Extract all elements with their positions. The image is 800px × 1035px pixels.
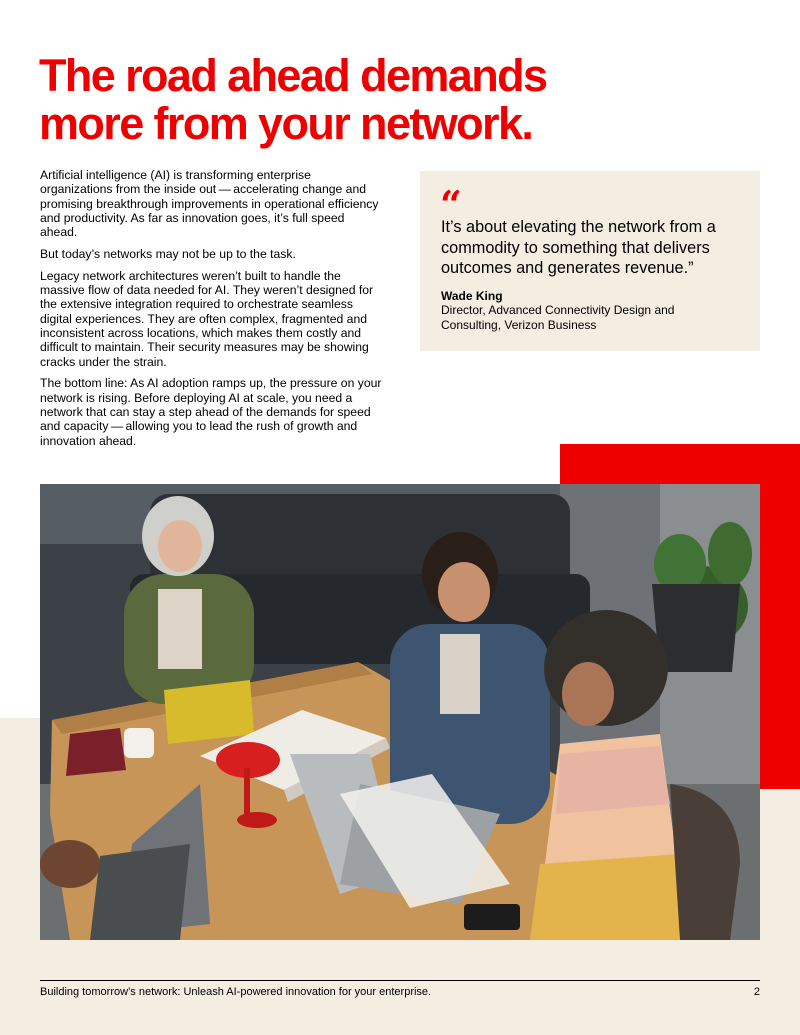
headline-line-2: more from your network. — [39, 98, 533, 149]
page-number: 2 — [753, 986, 760, 998]
body-paragraph-2: But today’s networks may not be up to the task. — [40, 246, 296, 261]
quote-author: Wade King — [441, 289, 503, 303]
body-text-column — [40, 168, 385, 455]
body-paragraph-3: Legacy network architectures weren’t built to handle the massive flow of data needed for AI. They weren’t designed for the extensive integration required to orchestrate seamless digital experiences. They are often complex, fragmented and inconsistent across locations, which makes them costly and difficult to maintain. Their security measures may be showing cracks under the strain. — [40, 268, 374, 369]
footer-title: Building tomorrow’s network: Unleash AI-powered innovation for your enterprise. — [40, 986, 432, 998]
quote-author-role: Director, Advanced Connectivity Design and Consulting, Verizon Business — [441, 303, 675, 332]
quote-mark-icon: “ — [440, 182, 462, 227]
footer-rule — [40, 980, 760, 981]
page-headline — [39, 52, 679, 148]
headline-line-1: The road ahead demands — [39, 50, 547, 101]
team-meeting-photo — [40, 484, 760, 940]
body-paragraph-1: Artificial intelligence (AI) is transforming enterprise organizations from the inside out — accelerating change and promising breakthrough improvements in operational efficiency and productivity. As far as innovation goes, it’s full speed ahead. — [40, 168, 379, 240]
quote-text: It’s about elevating the network from a commodity to something that delivers outcomes and generates revenue.” — [441, 218, 716, 277]
body-paragraph-4: The bottom line: As AI adoption ramps up, the pressure on your network is rising. Before deploying AI at scale, you need a network that can stay a step ahead of the demands for speed and capacity — allowing you to lead the rush of growth and innovation ahead. — [40, 376, 382, 448]
pull-quote-box — [420, 171, 760, 351]
